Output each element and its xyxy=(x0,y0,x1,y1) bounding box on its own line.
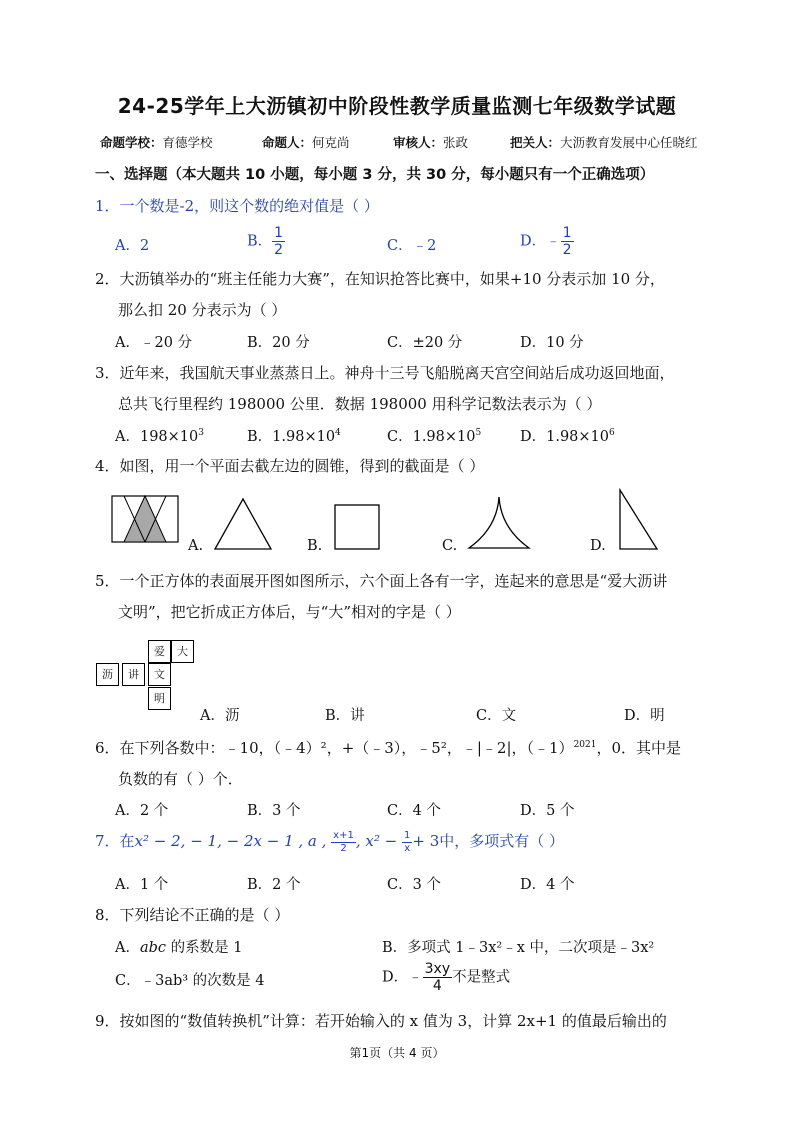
curved-triangle-icon xyxy=(466,494,532,552)
q7-option-c: C．3 个 xyxy=(387,877,441,893)
q6-option-b: B．3 个 xyxy=(247,803,301,819)
q5-option-d: D．明 xyxy=(624,708,665,724)
q6-line1: 6．在下列各数中：﹣10，（﹣4）²，+（﹣3），﹣5²，﹣|﹣2|，（﹣1）$^{2021}$，0．其中是 xyxy=(95,739,682,757)
q7-option-a: A．1 个 xyxy=(115,877,169,893)
q6-line2: 负数的有（ ）个． xyxy=(118,770,243,788)
square-shape-icon xyxy=(333,503,381,551)
q2-line1: 2．大沥镇举办的“班主任能力大赛”，在知识抢答比赛中，如果+10 分表示加 10 分， xyxy=(95,270,665,288)
q2-option-c: C．±20 分 xyxy=(387,335,463,351)
q6-option-a: A．2 个 xyxy=(115,803,169,819)
q2-line2: 那么扣 20 分表示为（ ） xyxy=(118,301,287,319)
q2-option-b: B．20 分 xyxy=(247,335,310,351)
q1-option-b: B． $\frac{1}{2}$ xyxy=(247,225,284,258)
q2-option-a: A．﹣20 分 xyxy=(115,335,193,351)
net-cell: 大 xyxy=(171,640,194,663)
net-cell: 沥 xyxy=(96,663,119,686)
net-cell: 讲 xyxy=(122,663,145,686)
q1-option-c: C．﹣2 xyxy=(387,238,437,254)
q7-option-d: D．4 个 xyxy=(520,877,575,893)
q4-stem: 4．如图，用一个平面去截左边的圆锥，得到的截面是（ ） xyxy=(95,457,485,475)
q3-line2: 总共飞行里程约 198000 公里．数据 198000 用科学记数法表示为（ ） xyxy=(118,395,602,413)
q5-option-b: B．讲 xyxy=(325,708,365,724)
cone-section-figure xyxy=(110,492,180,552)
net-cell: 文 xyxy=(148,663,171,686)
triangle-shape-icon xyxy=(212,496,274,552)
page-footer: 第1页（共 4 页） xyxy=(349,1046,445,1060)
q7-option-b: B．2 个 xyxy=(247,877,301,893)
q5-line1: 5．一个正方体的表面展开图如图所示，六个面上各有一字，连起来的意思是“爱大沥讲 xyxy=(95,572,668,590)
q3-line1: 3．近年来，我国航天事业蒸蒸日上。神舟十三号飞船脱离天宫空间站后成功返回地面， xyxy=(95,364,675,382)
q1-option-d: D．﹣ $\frac{1}{2}$ xyxy=(520,225,572,258)
q4-option-d: D. xyxy=(590,538,606,554)
q4-option-b: B. xyxy=(307,538,323,554)
q3-option-a: A．$198\times 10^3$ xyxy=(115,428,204,445)
q3-option-b: B．$1.98\times 10^4$ xyxy=(247,428,341,445)
q4-option-a: A. xyxy=(188,538,204,554)
net-cell: 爱 xyxy=(148,640,171,663)
q1-stem: 1．一个数是-2，则这个数的绝对值是（ ） xyxy=(95,197,379,215)
meta-school: 命题学校：育德学校 xyxy=(100,135,213,150)
q2-option-d: D．10 分 xyxy=(520,335,584,351)
q8-option-d: D．﹣ $\frac{3xy}{4}$ 不是整式 xyxy=(382,961,511,994)
q8-option-c: C．﹣3ab³ 的次数是 4 xyxy=(115,973,265,989)
meta-reviewer: 审核人：张政 xyxy=(393,135,469,150)
q6-option-c: C．4 个 xyxy=(387,803,441,819)
q5-option-a: A．沥 xyxy=(200,708,240,724)
q9-line1: 9．按如图的“数值转换机”计算：若开始输入的 x 值为 3，计算 2x+1 的值最后输出的 xyxy=(95,1012,667,1030)
q8-option-a: A．abc 的系数是 1 xyxy=(115,940,243,956)
q5-line2: 文明”，把它折成正方体后，与“大”相对的字是（ ） xyxy=(118,603,461,621)
cube-net-figure xyxy=(96,640,206,720)
meta-gate: 把关人：大沥教育发展中心任晓红 xyxy=(510,135,698,150)
q3-option-d: D．$1.98\times 10^6$ xyxy=(520,428,615,445)
section-heading: 一、选择题（本大题共 10 小题，每小题 3 分，共 30 分，每小题只有一个正确选项） xyxy=(95,167,655,183)
q1-option-a: A．2 xyxy=(115,238,150,254)
q6-option-d: D．5 个 xyxy=(520,803,575,819)
q7-stem: 7．在x² − 2, − 1, − 2x − 1 , a , $\frac{x+1}{2}$ , x² − $\frac{1}{x}$ + 3中，多项式有（ ） xyxy=(95,829,565,854)
page-title: 24-25学年上大沥镇初中阶段性教学质量监测七年级数学试题 xyxy=(117,94,677,118)
q8-stem: 8．下列结论不正确的是（ ） xyxy=(95,906,290,924)
q4-option-c: C. xyxy=(442,538,458,554)
net-cell: 明 xyxy=(148,687,171,710)
meta-author: 命题人：何克尚 xyxy=(262,135,350,150)
q5-option-c: C．文 xyxy=(476,708,517,724)
right-triangle-icon xyxy=(616,488,660,552)
q3-option-c: C．$1.98\times 10^5$ xyxy=(387,428,482,445)
q8-option-b: B．多项式 1﹣3x²﹣x 中，二次项是﹣3x² xyxy=(382,940,655,956)
